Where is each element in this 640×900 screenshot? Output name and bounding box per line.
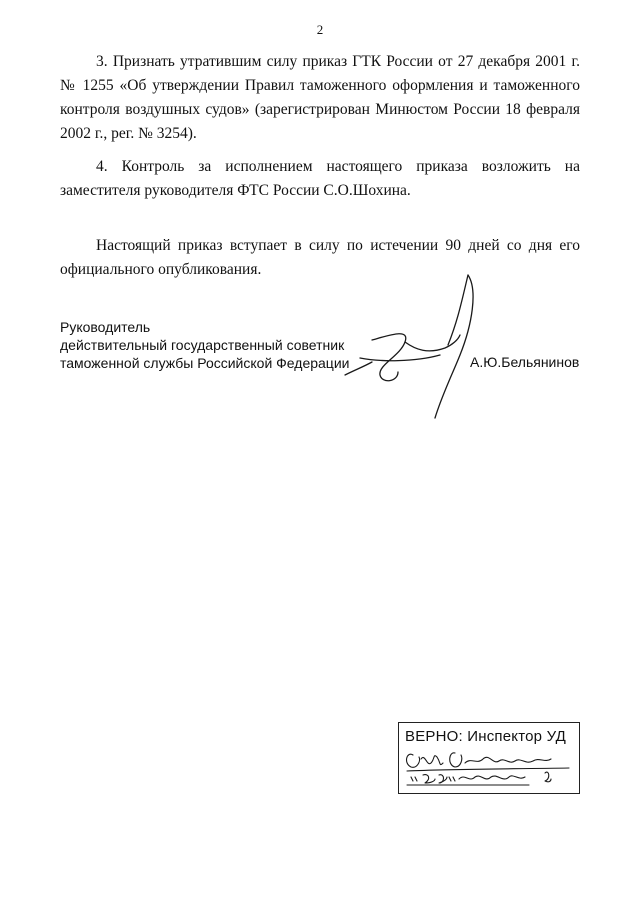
signatory-name: А.Ю.Бельянинов bbox=[470, 354, 580, 370]
stamp-title: ВЕРНО: Инспектор УД bbox=[405, 728, 566, 745]
page-number: 2 bbox=[316, 22, 324, 37]
signatory-line-2: действительный государственный советник bbox=[60, 337, 345, 353]
paragraph-3: 3. Признать утратившим силу приказ ГТК России от 27 декабря 2001 г. № 1255 «Об утверждении Правил таможенного оформления и таможенного контроля воздушных судов» (зарегистрирован Минюстом России 18 февраля 2002 г., рег. № 3254). bbox=[60, 53, 580, 142]
certification-stamp bbox=[398, 722, 580, 794]
paragraph-effective: Настоящий приказ вступает в силу по истечении 90 дней со дня его официального опубликования. bbox=[60, 237, 580, 278]
stamp-handwriting bbox=[399, 723, 579, 793]
signatory-line-3: таможенной службы Российской Федерации bbox=[60, 355, 350, 371]
signatory-line-1: Руководитель bbox=[60, 319, 151, 335]
signatory-title bbox=[60, 318, 349, 372]
paragraph-4: 4. Контроль за исполнением настоящего приказа возложить на заместителя руководителя ФТС России С.О.Шохина. bbox=[60, 158, 580, 199]
handwritten-signature bbox=[320, 270, 500, 430]
